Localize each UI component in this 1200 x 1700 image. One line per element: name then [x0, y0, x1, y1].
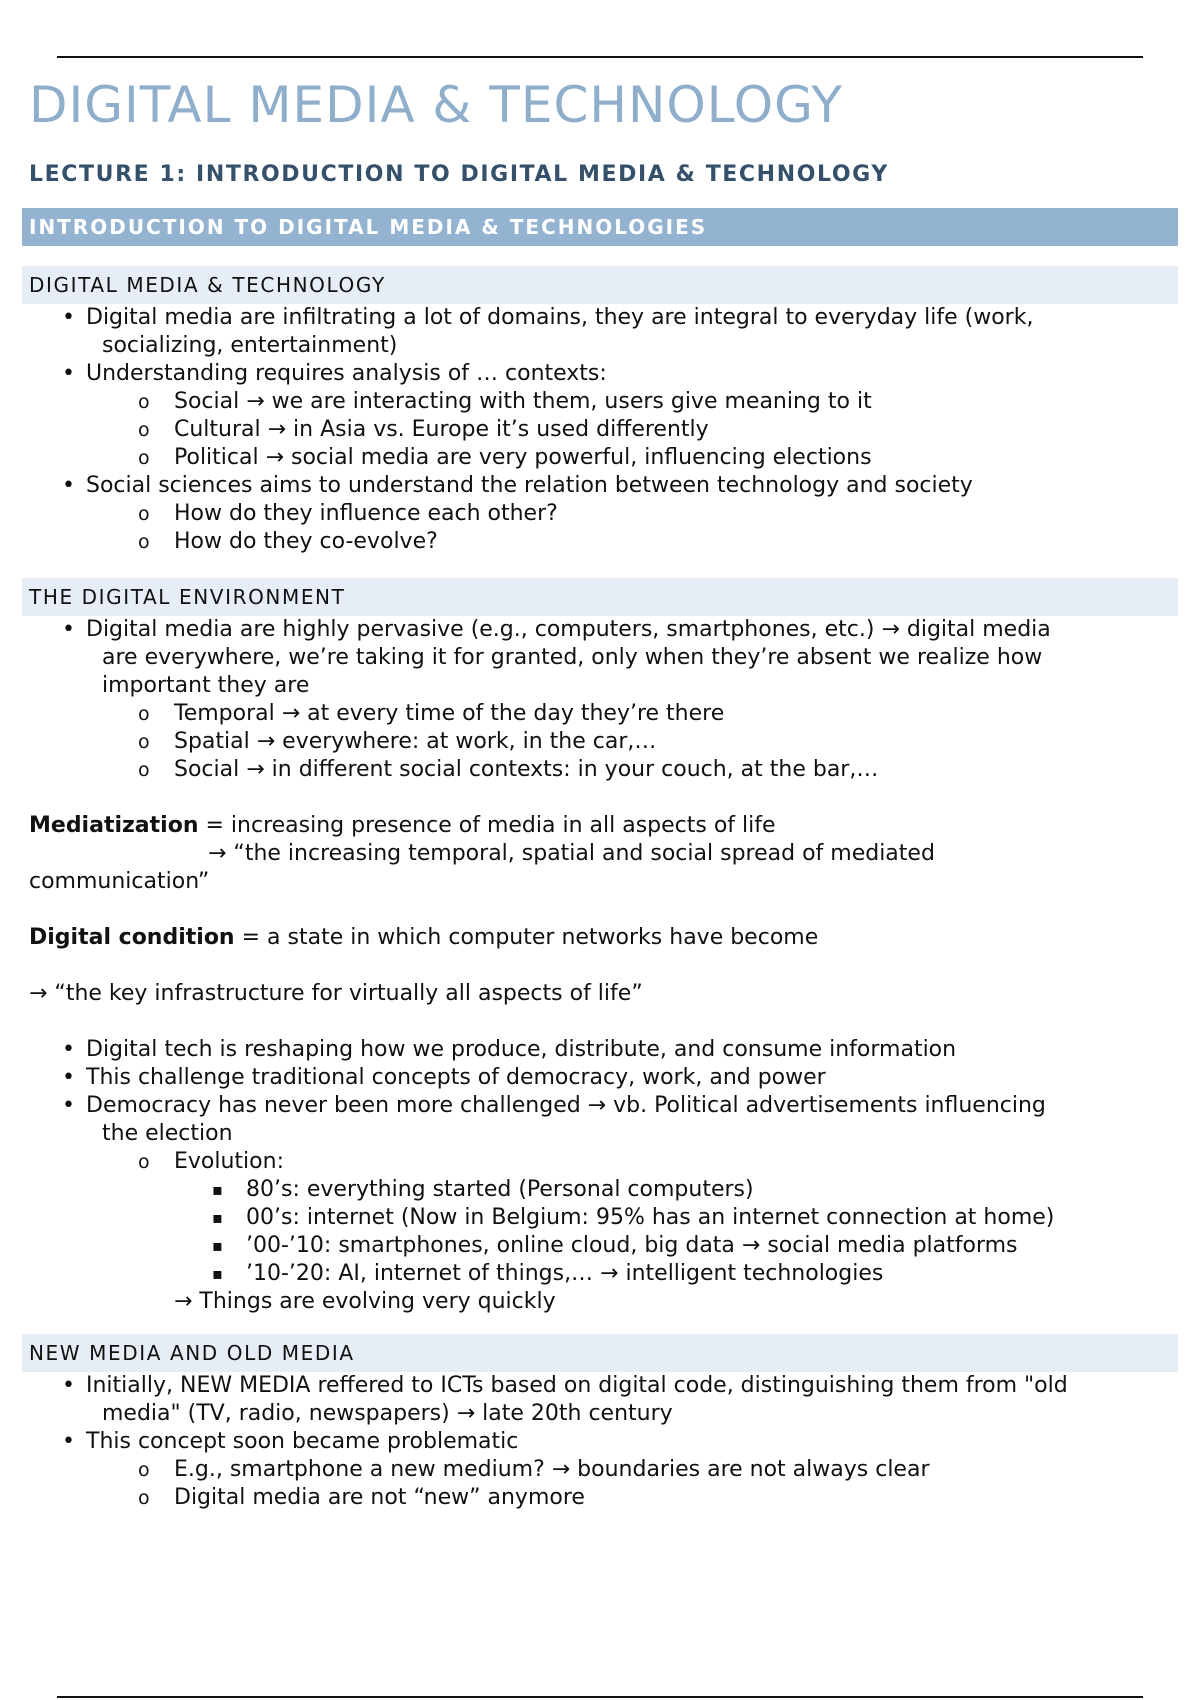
list-item-continuation: the election	[102, 1121, 233, 1146]
list-item	[22, 1036, 1178, 1064]
sub-bullet-marker: o	[138, 503, 150, 525]
definition-mediatization	[22, 812, 1178, 840]
sub-list-item	[22, 528, 1178, 556]
sub-list-item-text: Evolution:	[174, 1149, 284, 1174]
section3-body	[22, 1372, 1178, 1512]
sub-bullet-marker: o	[138, 1487, 150, 1509]
section1-body	[22, 304, 1178, 556]
sub-bullet-marker: o	[138, 703, 150, 725]
sub-list-item-text: E.g., smartphone a new medium? → boundaries are not always clear	[174, 1457, 930, 1482]
list-item-continuation: socializing, entertainment)	[102, 333, 398, 358]
subheading-new-and-old-media: NEW MEDIA AND OLD MEDIA	[22, 1334, 1178, 1372]
bullet-marker: •	[62, 617, 75, 642]
sub-list-item	[22, 388, 1178, 416]
bullet-marker: •	[62, 473, 75, 498]
list-item-text: Digital media are infiltrating a lot of domains, they are integral to everyday life (work,	[86, 305, 1034, 330]
conclusion-line: → Things are evolving very quickly	[174, 1289, 556, 1314]
bullet-marker: •	[62, 1037, 75, 1062]
bullet-marker: •	[62, 1373, 75, 1398]
lecture-title: LECTURE 1: INTRODUCTION TO DIGITAL MEDIA & TECHNOLOGY	[29, 162, 889, 187]
bullet-marker: •	[62, 361, 75, 386]
sub-sub-list-item	[22, 1232, 1178, 1260]
sub-sub-list-item-text: ’00-’10: smartphones, online cloud, big data → social media platforms	[246, 1233, 1018, 1258]
list-item-continuation: are everywhere, we’re taking it for granted, only when they’re absent we realize how	[102, 645, 1043, 670]
quote-line: → “the increasing temporal, spatial and social spread of mediated	[208, 841, 935, 866]
list-item	[22, 304, 1178, 332]
list-item	[22, 1428, 1178, 1456]
bullet-marker: •	[62, 1093, 75, 1118]
list-item	[22, 1092, 1178, 1120]
definition-text: = increasing presence of media in all aspects of life	[198, 813, 776, 838]
list-item-text: Initially, NEW MEDIA reffered to ICTs based on digital code, distinguishing them from "old	[86, 1373, 1068, 1398]
sub-list-item	[22, 1484, 1178, 1512]
sub-list-item	[22, 1148, 1178, 1176]
list-item-text: Digital tech is reshaping how we produce, distribute, and consume information	[86, 1037, 957, 1062]
spacer	[22, 1008, 1178, 1036]
sub-sub-list-item	[22, 1204, 1178, 1232]
bullet-marker: •	[62, 1065, 75, 1090]
spacer	[22, 952, 1178, 980]
list-item-text: Digital media are highly pervasive (e.g., computers, smartphones, etc.) → digital media	[86, 617, 1051, 642]
sub-sub-list-item	[22, 1260, 1178, 1288]
sub-list-item	[22, 1456, 1178, 1484]
top-rule	[57, 56, 1143, 58]
list-item	[22, 616, 1178, 644]
term-digital-condition: Digital condition	[29, 925, 235, 950]
sub-list-item-text: How do they influence each other?	[174, 501, 558, 526]
sub-list-item	[22, 700, 1178, 728]
square-bullet-marker: ▪	[212, 1236, 223, 1255]
section2-body	[22, 616, 1178, 1316]
sub-list-item	[22, 728, 1178, 756]
sub-list-item	[22, 416, 1178, 444]
spacer	[22, 784, 1178, 812]
sub-list-item-text: Digital media are not “new” anymore	[174, 1485, 585, 1510]
square-bullet-marker: ▪	[212, 1208, 223, 1227]
list-item-text: This challenge traditional concepts of democracy, work, and power	[86, 1065, 826, 1090]
spacer	[22, 896, 1178, 924]
bottom-rule	[57, 1696, 1143, 1698]
list-item	[22, 1372, 1178, 1400]
sub-list-item-text: Spatial → everywhere: at work, in the car,…	[174, 729, 657, 754]
sub-bullet-marker: o	[138, 731, 150, 753]
document-title: DIGITAL MEDIA & TECHNOLOGY	[29, 76, 843, 134]
section-heading: INTRODUCTION TO DIGITAL MEDIA & TECHNOLOGIES	[22, 208, 1178, 246]
subheading-digital-media-technology: DIGITAL MEDIA & TECHNOLOGY	[22, 266, 1178, 304]
document-content	[22, 70, 1178, 1512]
quote-line: → “the key infrastructure for virtually all aspects of life”	[29, 981, 643, 1006]
quote-line: communication”	[29, 869, 210, 894]
sub-sub-list-item-text: 80’s: everything started (Personal computers)	[246, 1177, 754, 1202]
bullet-marker: •	[62, 305, 75, 330]
sub-bullet-marker: o	[138, 1151, 150, 1173]
bullet-marker: •	[62, 1429, 75, 1454]
list-item	[22, 1064, 1178, 1092]
list-item-text: Social sciences aims to understand the relation between technology and society	[86, 473, 973, 498]
square-bullet-marker: ▪	[212, 1264, 223, 1283]
list-item-continuation: media" (TV, radio, newspapers) → late 20th century	[102, 1401, 673, 1426]
sub-bullet-marker: o	[138, 391, 150, 413]
definition-digital-condition	[22, 924, 1178, 952]
sub-list-item	[22, 756, 1178, 784]
sub-sub-list-item-text: 00’s: internet (Now in Belgium: 95% has an internet connection at home)	[246, 1205, 1055, 1230]
sub-sub-list-item-text: ’10-’20: AI, internet of things,… → intelligent technologies	[246, 1261, 884, 1286]
subheading-digital-environment: THE DIGITAL ENVIRONMENT	[22, 578, 1178, 616]
sub-bullet-marker: o	[138, 419, 150, 441]
square-bullet-marker: ▪	[212, 1180, 223, 1199]
list-item-text: This concept soon became problematic	[86, 1429, 519, 1454]
sub-list-item-text: Social → we are interacting with them, users give meaning to it	[174, 389, 872, 414]
sub-list-item-text: Cultural → in Asia vs. Europe it’s used differently	[174, 417, 709, 442]
sub-bullet-marker: o	[138, 1459, 150, 1481]
sub-list-item-text: Political → social media are very powerful, influencing elections	[174, 445, 872, 470]
sub-list-item	[22, 444, 1178, 472]
list-item	[22, 472, 1178, 500]
definition-text: = a state in which computer networks have become	[234, 925, 819, 950]
sub-list-item-text: Social → in different social contexts: in your couch, at the bar,…	[174, 757, 879, 782]
list-item-continuation: important they are	[102, 673, 310, 698]
sub-bullet-marker: o	[138, 759, 150, 781]
sub-list-item	[22, 500, 1178, 528]
sub-sub-list-item	[22, 1176, 1178, 1204]
sub-list-item-text: Temporal → at every time of the day they’re there	[174, 701, 725, 726]
list-item-text: Democracy has never been more challenged → vb. Political advertisements influencing	[86, 1093, 1046, 1118]
sub-list-item-text: How do they co-evolve?	[174, 529, 438, 554]
list-item	[22, 360, 1178, 388]
sub-bullet-marker: o	[138, 531, 150, 553]
list-item-text: Understanding requires analysis of … contexts:	[86, 361, 607, 386]
sub-bullet-marker: o	[138, 447, 150, 469]
term-mediatization: Mediatization	[29, 813, 199, 838]
